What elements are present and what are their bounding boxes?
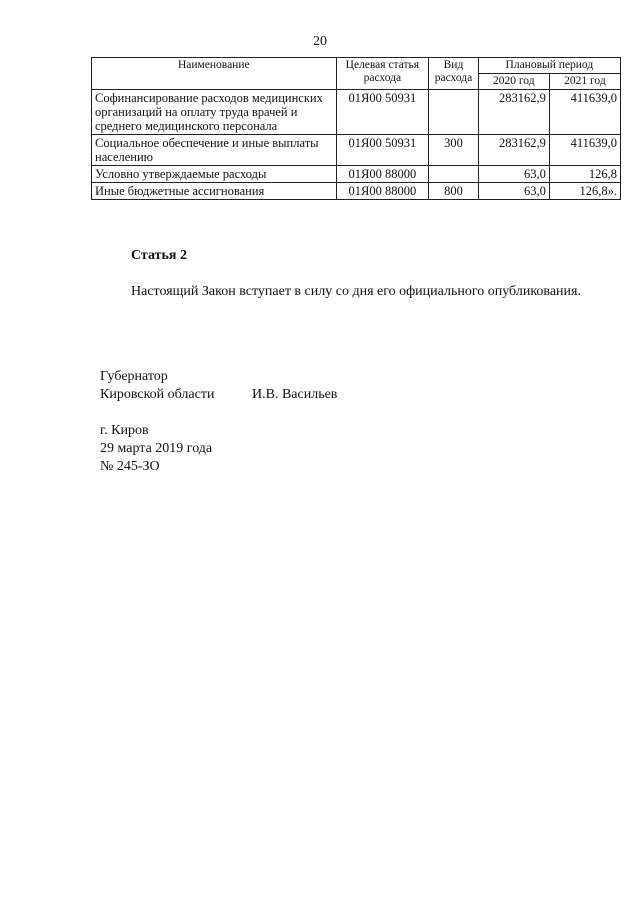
article-title: Статья 2 xyxy=(131,248,187,263)
table-row xyxy=(92,90,621,135)
row-value-2021: 411639,0 xyxy=(549,90,620,135)
header-planning-period: Плановый период xyxy=(478,58,620,74)
row-type xyxy=(429,166,479,183)
table-header-row xyxy=(92,58,621,74)
row-code: 01Я00 88000 xyxy=(336,183,429,200)
header-expense-type: Вид расхода xyxy=(429,58,479,90)
table-row xyxy=(92,135,621,166)
row-value-2020: 63,0 xyxy=(478,183,549,200)
row-type: 300 xyxy=(429,135,479,166)
row-code: 01Я00 50931 xyxy=(336,90,429,135)
header-name: Наименование xyxy=(92,58,337,90)
row-code: 01Я00 50931 xyxy=(336,135,429,166)
row-name: Софинансирование расходов медицинских организаций на оплату труда врачей и среднего медицинского персонала xyxy=(92,90,337,135)
article-text: Настоящий Закон вступает в силу со дня его официального опубликования. xyxy=(131,284,581,299)
row-value-2020: 283162,9 xyxy=(478,135,549,166)
row-name: Иные бюджетные ассигнования xyxy=(92,183,337,200)
place-city: г. Киров xyxy=(100,423,149,438)
header-year-2020: 2020 год xyxy=(478,74,549,90)
row-type xyxy=(429,90,479,135)
budget-table xyxy=(91,57,621,200)
signatory-position-line1: Губернатор xyxy=(100,369,168,384)
header-target-article: Целевая статья расхода xyxy=(336,58,429,90)
row-type: 800 xyxy=(429,183,479,200)
row-value-2021: 411639,0 xyxy=(549,135,620,166)
header-year-2021: 2021 год xyxy=(549,74,620,90)
place-date-block xyxy=(100,422,212,476)
row-value-2020: 63,0 xyxy=(478,166,549,183)
row-code: 01Я00 88000 xyxy=(336,166,429,183)
document-number: № 245-ЗО xyxy=(100,459,160,474)
page-number: 20 xyxy=(313,34,327,49)
signatory-position-line2: Кировской области xyxy=(100,387,215,402)
document-date: 29 марта 2019 года xyxy=(100,441,213,456)
row-name: Условно утверждаемые расходы xyxy=(92,166,337,183)
row-value-2021: 126,8». xyxy=(549,183,620,200)
row-value-2020: 283162,9 xyxy=(478,90,549,135)
table-row xyxy=(92,166,621,183)
table-row xyxy=(92,183,621,200)
row-name: Социальное обеспечение и иные выплаты населению xyxy=(92,135,337,166)
row-value-2021: 126,8 xyxy=(549,166,620,183)
signatory-name: И.В. Васильев xyxy=(252,387,338,402)
